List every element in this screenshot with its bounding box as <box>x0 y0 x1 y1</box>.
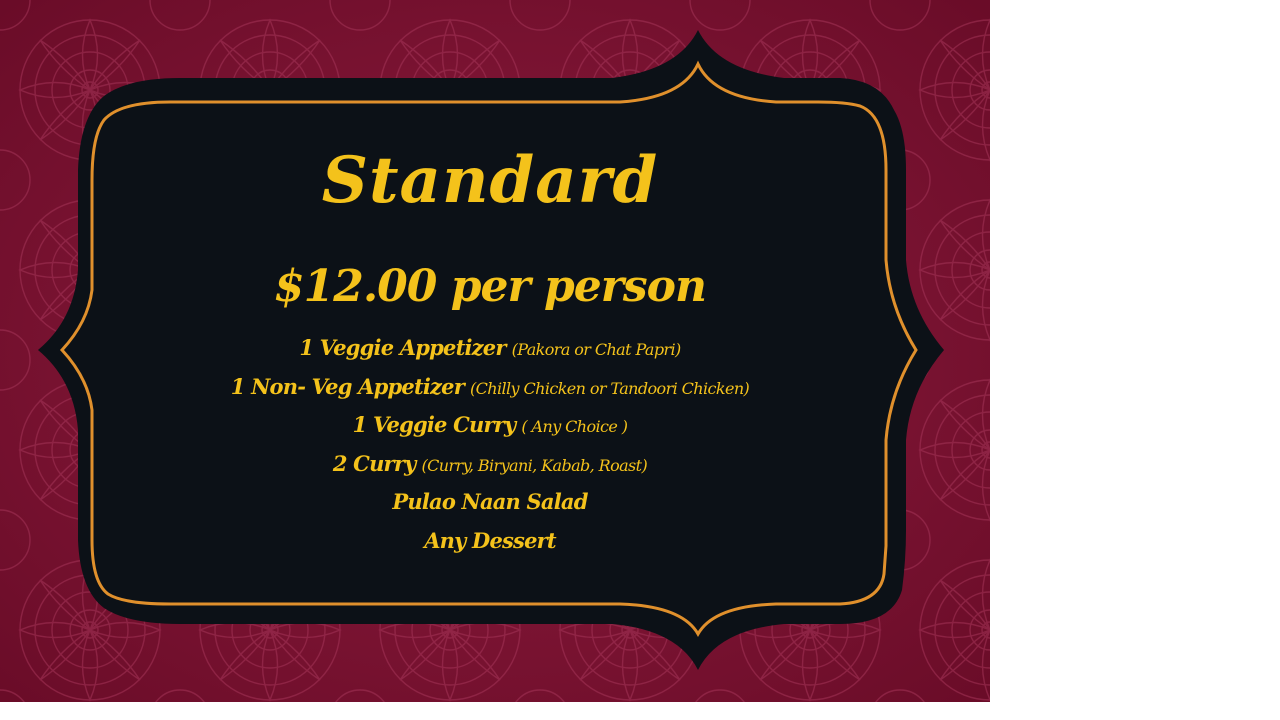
menu-item-detail: (Curry, Biryani, Kabab, Roast) <box>421 455 648 475</box>
menu-item <box>60 483 920 522</box>
menu-item-name: 1 Non- Veg Appetizer <box>230 373 464 399</box>
menu-item-name: 2 Curry <box>332 450 416 476</box>
menu-item <box>60 406 920 445</box>
menu-item-name: Pulao Naan Salad <box>392 489 588 514</box>
menu-item <box>60 445 920 484</box>
package-price: $12.00 per person <box>273 261 707 312</box>
menu-item-name: 1 Veggie Appetizer <box>299 335 506 360</box>
menu-item-detail: ( Any Choice ) <box>521 417 628 436</box>
menu-item-detail: (Pakora or Chat Papri) <box>511 340 681 359</box>
menu-items-list <box>60 329 920 560</box>
menu-card <box>60 0 920 702</box>
package-title: Standard <box>321 143 659 218</box>
menu-item <box>60 329 920 368</box>
menu-item <box>60 368 920 407</box>
menu-item <box>60 522 920 561</box>
menu-item-name: Any Dessert <box>424 527 556 553</box>
menu-item-name: 1 Veggie Curry <box>352 412 516 437</box>
menu-item-detail: (Chilly Chicken or Tandoori Chicken) <box>470 378 750 398</box>
